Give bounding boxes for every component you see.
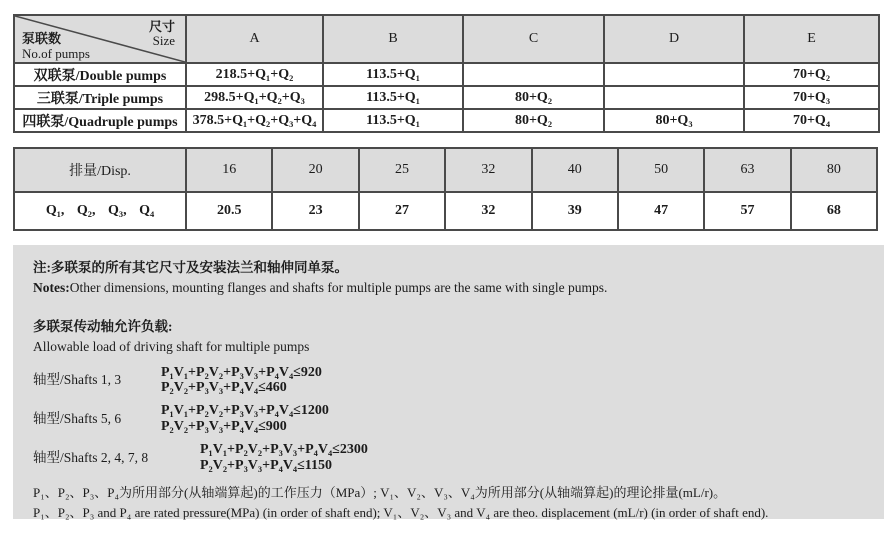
- footer-definition-en: P₁、P₂、P₃ and P₄ are rated pressure(MPa) (in order of shaft end); V₁、V₂、V₃ and V₄ are theo. displacement (mL/r) (in order of shaft end).: [33, 505, 769, 521]
- quadruple-pumps-row: [14, 109, 879, 132]
- pump-row-label: 双联泵/Double pumps: [14, 63, 186, 86]
- shaft-load-formulas: [161, 365, 322, 397]
- shaft-row-label: 轴型/Shafts 5, 6: [33, 410, 122, 426]
- shaft-load-formulas: [200, 442, 368, 474]
- q-value-cell: 47: [618, 192, 704, 230]
- corner-pumps-label-en: No.of pumps: [22, 46, 90, 61]
- shaft-load-row-5-6: [33, 403, 866, 435]
- dim-value-cell: 80+Q₃: [604, 109, 744, 132]
- shaft-formula-line: P₁V₁+P₂V₂+P₃V₃+P₄V₄≤2300: [200, 442, 368, 458]
- note-en-prefix: Notes:: [33, 279, 70, 295]
- q-value-cell: 68: [791, 192, 877, 230]
- dim-value-cell: 378.5+Q₁+Q₂+Q₃+Q₄: [186, 109, 323, 132]
- shaft-row-label: 轴型/Shafts 2, 4, 7, 8: [33, 449, 149, 465]
- shaft-formula-line: P₂V₂+P₃V₃+P₄V₄≤460: [161, 380, 287, 396]
- allowable-load-line-cn: 多联泵传动轴允许负载:: [33, 318, 173, 334]
- displacement-value-header: 40: [532, 148, 618, 192]
- displacement-value-header: 50: [618, 148, 704, 192]
- dim-value-cell: 218.5+Q₁+Q₂: [186, 63, 323, 86]
- displacement-table: [13, 147, 878, 231]
- q-value-cell: 32: [445, 192, 531, 230]
- dim-value-cell: 298.5+Q₁+Q₂+Q₃: [186, 86, 323, 109]
- displacement-value-header: 25: [359, 148, 445, 192]
- q-value-cell: 20.5: [186, 192, 272, 230]
- shaft-load-list: [33, 365, 866, 475]
- corner-size-label-en: Size: [152, 33, 175, 48]
- note-line-cn: 注:多联泵的所有其它尺寸及安装法兰和轴伸同单泵。: [33, 260, 348, 275]
- shaft-load-row-2-4-7-8: [33, 442, 866, 474]
- shaft-formula-line: P₁V₁+P₂V₂+P₃V₃+P₄V₄≤920: [161, 364, 322, 380]
- pump-row-label: 四联泵/Quadruple pumps: [14, 109, 186, 132]
- notes-panel: [13, 245, 884, 519]
- dim-value-cell: 80+Q₂: [463, 86, 604, 109]
- shaft-load-row-1-3: [33, 365, 866, 397]
- dim-col-header-b: B: [323, 15, 463, 63]
- shaft-row-label: 轴型/Shafts 1, 3: [33, 372, 122, 388]
- dimensions-header-row: [14, 15, 879, 63]
- double-pumps-row: [14, 63, 879, 86]
- dim-value-cell: 113.5+Q₁: [323, 63, 463, 86]
- dim-col-header-a: A: [186, 15, 323, 63]
- shaft-formula-line: P₂V₂+P₃V₃+P₄V₄≤1150: [200, 458, 333, 474]
- dim-col-header-e: E: [744, 15, 879, 63]
- q-value-cell: 57: [704, 192, 790, 230]
- dim-col-header-d: D: [604, 15, 744, 63]
- shaft-formula-line: P₁V₁+P₂V₂+P₃V₃+P₄V₄≤1200: [161, 403, 329, 419]
- shaft-load-formulas: [161, 403, 329, 435]
- dim-value-cell: 113.5+Q₁: [323, 86, 463, 109]
- note-line-en: [33, 280, 866, 297]
- dim-value-cell: 70+Q₂: [744, 63, 879, 86]
- displacement-header-row: [14, 148, 877, 192]
- dim-value-cell: 80+Q₂: [463, 109, 604, 132]
- note-en-body: Other dimensions, mounting flanges and shafts for multiple pumps are the same with single pumps.: [69, 279, 608, 295]
- corner-pumps-label-cn: 泵联数: [22, 31, 62, 46]
- displacement-value-header: 20: [272, 148, 358, 192]
- allowable-load-line-en: Allowable load of driving shaft for multiple pumps: [33, 338, 310, 354]
- q-values-row: [14, 192, 877, 230]
- pump-row-label: 三联泵/Triple pumps: [14, 86, 186, 109]
- dim-value-cell: 70+Q₄: [744, 109, 879, 132]
- dim-value-cell: 70+Q₃: [744, 86, 879, 109]
- corner-size-label-cn: 尺寸: [148, 19, 175, 34]
- q-value-cell: 23: [272, 192, 358, 230]
- dimensions-table: [13, 14, 880, 133]
- dim-value-cell: [604, 86, 744, 109]
- dim-value-cell: [463, 63, 604, 86]
- displacement-header-label: 排量/Disp.: [14, 148, 186, 192]
- q-row-label: Q₁, Q₂, Q₃, Q₄: [14, 192, 186, 230]
- displacement-value-header: 80: [791, 148, 877, 192]
- dim-value-cell: 113.5+Q₁: [323, 109, 463, 132]
- triple-pumps-row: [14, 86, 879, 109]
- dim-value-cell: [604, 63, 744, 86]
- diagonal-header-cell: [14, 15, 186, 63]
- displacement-value-header: 32: [445, 148, 531, 192]
- displacement-value-header: 16: [186, 148, 272, 192]
- footer-definition-cn: P₁、P₂、P₃、P₄为所用部分(从轴端算起)的工作压力（MPa）; V₁、V₂、V₃、V₄为所用部分(从轴端算起)的理论排量(mL/r)。: [33, 485, 727, 501]
- q-value-cell: 27: [359, 192, 445, 230]
- shaft-formula-line: P₂V₂+P₃V₃+P₄V₄≤900: [161, 419, 287, 435]
- q-value-cell: 39: [532, 192, 618, 230]
- dim-col-header-c: C: [463, 15, 604, 63]
- displacement-value-header: 63: [704, 148, 790, 192]
